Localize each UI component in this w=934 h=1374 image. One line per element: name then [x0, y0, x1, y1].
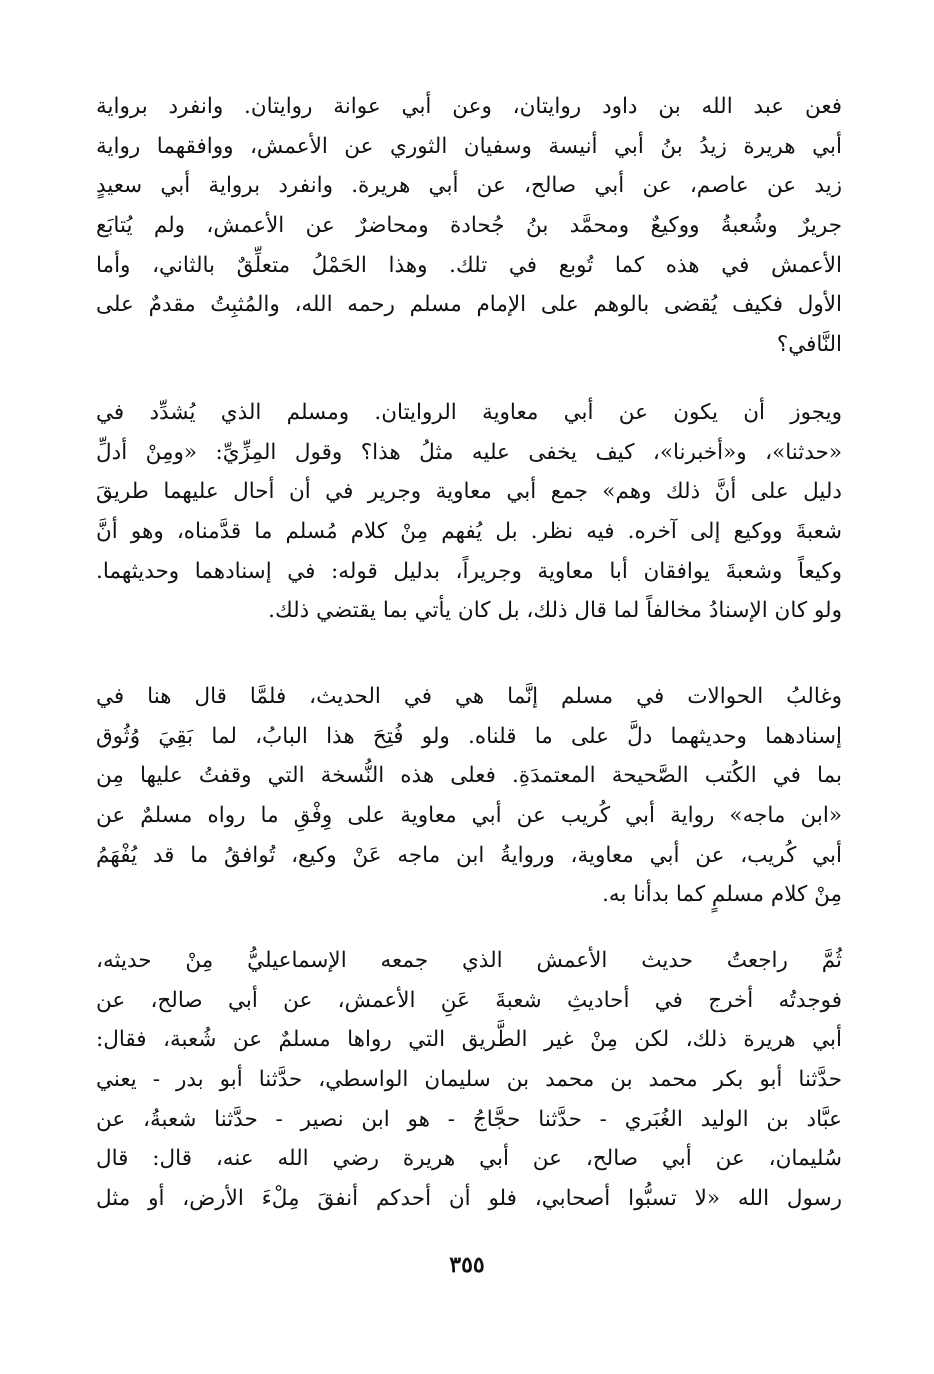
text-line: جريرٌ وشُعبةُ ووكيعٌ ومحمَّد بنُ جُحادة ومحاضرٌ عن الأعمش، ولم يُتابَع [96, 213, 842, 239]
text-line: ثُمَّ راجعتُ حديث الأعمش الذي جمعه الإسماعيليُّ مِنْ حديثه، [96, 948, 842, 973]
paragraph-4 [96, 941, 842, 1219]
text-line: وغالبُ الحوالات في مسلم إنَّما هي في الحديث، فلمَّا قال هنا في [96, 684, 842, 709]
text-line: دليل على أنَّ ذلك وهم» جمع أبي معاوية وجرير في أن أحال عليهما طريقَ [96, 479, 842, 505]
text-line: الأعمش في هذه كما تُوبع في تلك. وهذا الحَمْلُ متعلِّقٌ بالثاني، وأما [96, 252, 842, 278]
text-line: أبي كُريب، عن أبي معاوية، وروايةُ ابن ماجه عَنْ وكيع، تُوافقُ ما قد يُفْهَمُ [96, 842, 842, 868]
text-line: رسول الله «لا تسبُّوا أصحابي، فلو أن أحدكم أنفقَ مِلْءَ الأرض، أو مثل [96, 1186, 842, 1212]
text-line: عبَّاد بن الوليد الغُبَري - حدَّثنا حجَّاجُ - هو ابن نصير - حدَّثنا شعبةُ، عن [96, 1106, 842, 1132]
text-line: وكيعاً وشعبةَ يوافقان أبا معاوية وجريراً، بدليل قوله: في إسنادهما وحديثهما. [96, 558, 842, 584]
page-number: ٣٥٥ [449, 1252, 485, 1278]
text-line: حدَّثنا أبو بكر محمد بن محمد بن سليمان الواسطي، حدَّثنا أبو بدر - يعني [96, 1067, 842, 1093]
text-line: فوجدتُه أخرج في أحاديثِ شعبةَ عَنِ الأعمش، عن أبي صالح، عن [96, 987, 842, 1013]
text-line: النَّافي؟ [776, 332, 842, 358]
text-line: ويجوز أن يكون عن أبي معاوية الروايتان. ومسلم الذي يُشدِّد في [96, 400, 842, 425]
text-line: شعبةَ ووكيع إلى آخره. فيه نظر. بل يُفهم مِنْ كلام مُسلم ما قدَّمناه، وهو أنَّ [96, 519, 842, 545]
text-line: سُليمان، عن أبي صالح، عن أبي هريرة رضي الله عنه، قال: قال [96, 1146, 842, 1172]
text-line: أبي هريرة زيدُ بنُ أبي أنيسة وسفيان الثوري عن الأعمش، ووافقهما رواية [96, 133, 842, 159]
text-line: بما في الكُتب الصَّحيحة المعتمدَةِ. فعلى هذه النُّسخة التي وقفتُ عليها مِن [96, 763, 842, 789]
paragraph-2 [96, 393, 842, 631]
text-line: فعن عبد الله بن داود روايتان، وعن أبي عوانة روايتان. وانفرد برواية [96, 94, 842, 119]
text-line: مِنْ كلام مسلمٍ كما بدأنا به. [602, 882, 842, 908]
paragraph-1 [96, 87, 842, 365]
text-line: «ابن ماجه» رواية أبي كُريب عن أبي معاوية على وِفْقِ ما رواه مسلمٌ عن [96, 803, 842, 829]
text-line: ولو كان الإسنادُ مخالفاً لما قال ذلك، بل كان يأتي بما يقتضي ذلك. [268, 598, 842, 624]
text-line: إسنادهما وحديثهما دلَّ على ما قلناه. ولو فُتِحَ هذا البابُ، لما بَقِيَ وُثُوق [96, 723, 842, 749]
text-line: الأول فكيف يُقضى بالوهم على الإمام مسلم رحمه الله، والمُثبِتُ مقدمٌ على [96, 292, 842, 318]
text-line: أبي هريرة ذلك، لكن مِنْ غير الطَّريق التي رواها مسلمٌ عن شُعبة، فقال: [96, 1027, 842, 1053]
text-line: زيد عن عاصم، عن أبي صالح، عن أبي هريرة. وانفرد برواية أبي سعيدٍ [96, 173, 842, 199]
text-line: «حدثنا»، و«أخبرنا»، كيف يخفى عليه مثلُ هذا؟ وقول المِزِّيِّ: «ومِنْ أدلِّ [96, 439, 842, 465]
paragraph-3 [96, 677, 842, 915]
